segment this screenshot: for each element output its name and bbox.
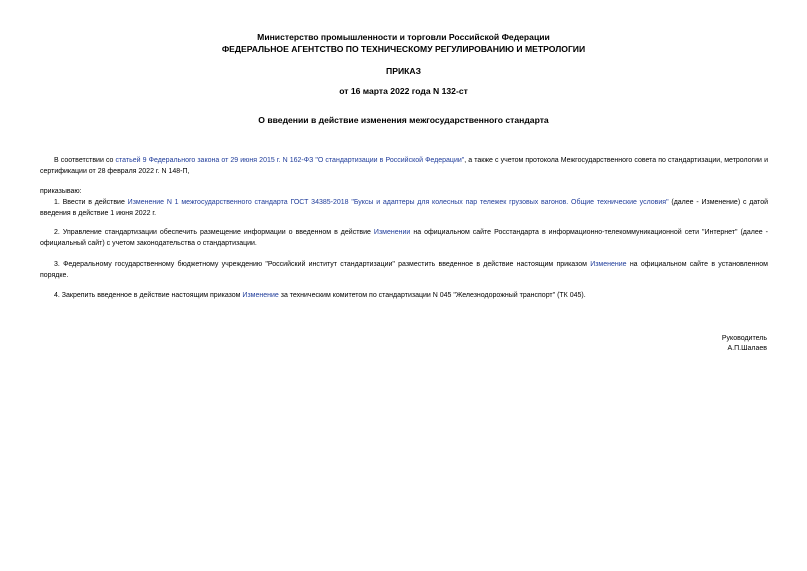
intro-prefix: В соответствии со (54, 157, 116, 164)
item-2 (40, 227, 768, 249)
item-4-prefix: 4. Закрепить введенное в действие настоящим приказом (54, 292, 243, 299)
item-4-change-link[interactable]: Изменение (242, 292, 279, 299)
item-3-change-link[interactable]: Изменение (590, 261, 627, 268)
intro-paragraph (40, 156, 768, 177)
document-subject: О введении в действие изменения межгосударственного стандарта (258, 115, 549, 125)
item-3-suffix: на официальном сайте в установленном порядке. (40, 261, 768, 279)
item-1-standard-link[interactable]: Изменение N 1 межгосударственного стандарта ГОСТ 34385-2018 "Буксы и адаптеры для колесных пар тележек грузовых вагонов. Общие технические условия" (127, 199, 669, 206)
ministry-name: Министерство промышленности и торговли Российской Федерации (257, 32, 550, 42)
order-word: приказываю: (40, 188, 82, 195)
signatory-name: А.П.Шалаев (727, 345, 767, 352)
item-1-prefix: 1. Ввести в действие (54, 199, 128, 206)
document-type: ПРИКАЗ (386, 66, 421, 76)
agency-name: ФЕДЕРАЛЬНОЕ АГЕНТСТВО ПО ТЕХНИЧЕСКОМУ РЕГУЛИРОВАНИЮ И МЕТРОЛОГИИ (221, 44, 586, 54)
item-1 (40, 197, 768, 219)
law-link[interactable]: статьей 9 Федерального закона от 29 июня 2015 г. N 162-ФЗ "О стандартизации в Российской Федерации" (115, 157, 465, 164)
signatory-title: Руководитель (721, 335, 767, 342)
item-4 (40, 290, 768, 301)
intro-suffix: , а также с учетом протокола Межгосударственного совета по стандартизации, метрологии и сертификации от 28 февраля 2022 г. N 148-П, (40, 157, 768, 175)
item-3-prefix: 3. Федеральному государственному бюджетному учреждению "Российский институт стандартизации" разместить введенное в действие настоящим приказом (54, 261, 591, 268)
item-3 (40, 259, 768, 281)
item-2-suffix: на официальном сайте Росстандарта в информационно-телекоммуникационной сети "Интернет" (далее - официальный сайт) с учетом законодательства о стандартизации. (40, 229, 768, 247)
item-1-suffix: (далее - Изменение) с датой введения в действие 1 июня 2022 г. (40, 199, 768, 217)
item-2-change-link[interactable]: Изменении (373, 229, 411, 236)
document-date: от 16 марта 2022 года N 132-ст (339, 86, 468, 96)
item-4-suffix: за техническим комитетом по стандартизации N 045 "Железнодорожный транспорт" (ТК 045). (278, 292, 586, 299)
item-2-prefix: 2. Управление стандартизации обеспечить размещение информации о введенном в действие (54, 229, 374, 236)
